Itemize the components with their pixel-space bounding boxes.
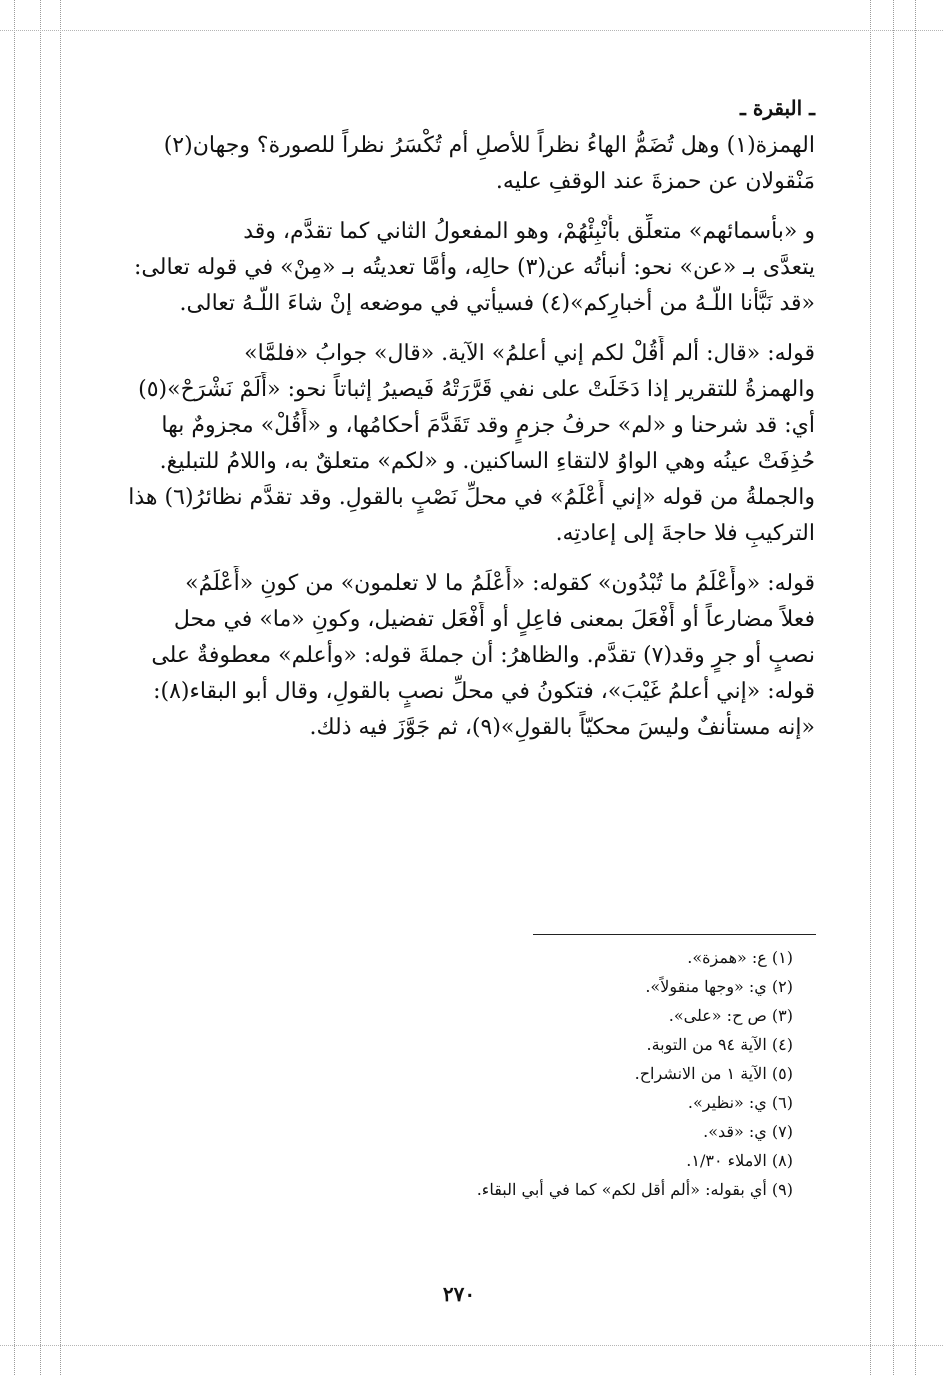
paragraph [103, 128, 815, 200]
scan-guide-line [0, 30, 943, 31]
text-line: الهمزة(١) وهل تُضَمُّ الهاءُ نظراً للأصلِ أم تُكْسَرُ نظراً للصورة؟ وجهان(٢) [163, 133, 815, 158]
paragraph [103, 566, 815, 746]
footnote: (٩) أي بقوله: «ألم أقل لكم» كما في أبي البقاء. [476, 1180, 793, 1199]
text-line: قوله: «وأَعْلَمُ ما تُبْدُون» كقوله: «أَعْلَمُ ما لا تعلمون» من كونِ «أَعْلَمُ» [185, 571, 815, 596]
footnote: (٨) الاملاء ١/٣٠. [686, 1151, 793, 1170]
running-header: ـ البقرة ـ [740, 96, 815, 120]
scan-guide-line [40, 0, 41, 1375]
text-line: «قد نَبَّأنا اللَّـهُ من أخبارِكم»(٤) فسيأتي في موضعه إنْ شاءَ اللَّـهُ تعالى. [179, 291, 815, 316]
text-line: نصبٍ أو جرٍ وقد(٧) تقدَّم. والظاهرُ: أن جملةَ قوله: «وأعلم» معطوفةٌ على [151, 643, 815, 668]
footnote: (٣) ص ح: «على». [668, 1006, 793, 1025]
main-text [103, 128, 815, 746]
footnotes [103, 943, 815, 1204]
scan-guide-line [870, 0, 871, 1375]
footnote: (٢) ي: «وجها منقولاً». [645, 977, 793, 996]
scan-guide-line [14, 0, 15, 1375]
footnote: (٤) الآية ٩٤ من التوبة. [646, 1035, 793, 1054]
text-line: فعلاً مضارعاً أو أَفْعَلَ بمعنى فاعِلٍ أو أَفْعَل تفضيل، وكونِ «ما» في محل [173, 607, 815, 632]
scan-guide-line [893, 0, 894, 1375]
text-line: «إنه مستأنفٌ وليسَ محكيّاً بالقولِ»(٩)، ثم جَوَّزَ فيه ذلك. [309, 715, 815, 740]
scan-guide-line [915, 0, 916, 1375]
text-line: قوله: «قال: ألم أَقُلْ لكم إني أعلمُ» الآية. «قال» جوابُ «فلمَّا» [244, 341, 815, 366]
scan-guide-line [0, 1345, 943, 1346]
footnote: (٦) ي: «نظير». [687, 1093, 793, 1112]
text-line: والجملةُ من قوله «إني أَعْلَمُ» في محلِّ نَصْبٍ بالقولِ. وقد تقدَّم نظائرُ(٦) هذا [128, 485, 815, 510]
footnote: (٧) ي: «قد». [703, 1122, 793, 1141]
text-line: التركيبِ فلا حاجةَ إلى إعادتِه. [555, 521, 815, 546]
text-line: والهمزةُ للتقرير إذا دَخَلَتْ على نفي قَرَّرَتْهُ فَيصيرُ إثباتاً نحو: «أَلَمْ نَشْرَحْ»(٥) [138, 377, 815, 402]
text-line: حُذِفَتْ عينُه وهي الواوُ لالتقاءِ الساكنين. و «لكم» متعلقٌ به، واللامُ للتبليغ. [159, 449, 815, 474]
text-line: مَنْقولان عن حمزةَ عند الوقفِ عليه. [495, 169, 815, 194]
text-line: يتعدَّى بـ «عن» نحو: أنبأْتُه عن(٣) حالِه، وأمَّا تعديتُه بـ «مِنْ» في قوله تعالى: [134, 255, 815, 280]
scan-guide-line [60, 0, 61, 1375]
paragraph [103, 214, 815, 322]
text-line: و «بأسمائهم» متعلِّق بأَنْبِئْهُمْ، وهو المفعولُ الثاني كما تقدَّم، وقد [243, 219, 815, 244]
text-line: قوله: «إني أعلمُ غَيْبَ»، فتكونُ في محلِّ نصبٍ بالقولِ، وقال أبو البقاء(٨): [153, 679, 815, 704]
footnote: (١) ع: «همزة». [687, 948, 793, 967]
paragraph [103, 336, 815, 552]
footnote: (٥) الآية ١ من الانشراح. [634, 1064, 793, 1083]
page-number: ٢٧٠ [442, 1282, 476, 1306]
footnote-separator [533, 934, 816, 935]
text-line: أي: قد شرحنا و «لم» حرفُ جزمٍ وقد تَقَدَّمَ أحكامُها، و «أَقُلْ» مجزومٌ بها [161, 413, 815, 438]
